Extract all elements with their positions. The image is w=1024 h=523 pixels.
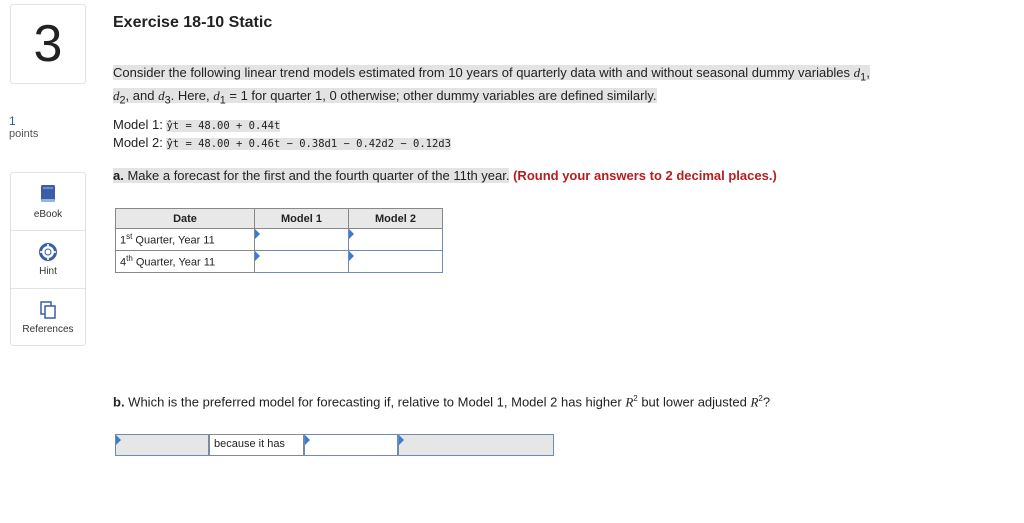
flag-icon bbox=[349, 229, 354, 239]
model-2-q1-input[interactable] bbox=[349, 229, 443, 251]
references-icon bbox=[40, 301, 56, 319]
date-rest: Quarter, Year 11 bbox=[132, 234, 215, 247]
intro-text: Consider the following linear trend models estimated from 10 years of quarterly data with and without seasonal dummy variables bbox=[113, 65, 854, 80]
ebook-label: eBook bbox=[33, 208, 63, 220]
model-2-equation: ŷt = 48.00 + 0.46t − 0.38d1 − 0.42d2 − 0.12d3 bbox=[166, 138, 451, 150]
ebook-button[interactable] bbox=[11, 173, 85, 231]
date-ordinal: 4 bbox=[120, 256, 127, 269]
model-1-label: Model 1: bbox=[113, 117, 167, 132]
date-cell bbox=[116, 229, 255, 251]
part-b-answer-row bbox=[115, 434, 554, 456]
lifebuoy-icon bbox=[39, 243, 57, 261]
r-squared-exponent: 2 bbox=[633, 394, 638, 403]
flag-icon bbox=[255, 251, 260, 261]
because-it-has-label: because it has bbox=[209, 434, 304, 456]
flag-icon bbox=[399, 435, 404, 445]
header-model-1: Model 1 bbox=[255, 209, 349, 229]
model-1 bbox=[113, 116, 280, 135]
definition-text: = 1 for quarter 1, 0 otherwise; other dummy variables are defined similarly. bbox=[225, 87, 657, 103]
here-text: . Here, bbox=[170, 87, 214, 103]
date-ordinal-suffix: st bbox=[126, 232, 133, 242]
part-a-text bbox=[113, 168, 509, 183]
part-a-question bbox=[113, 168, 777, 183]
question-number: 3 bbox=[33, 15, 63, 73]
points-value: 1 bbox=[9, 114, 16, 128]
table-header-row bbox=[116, 209, 443, 229]
flag-icon bbox=[255, 229, 260, 239]
hint-label: Hint bbox=[39, 265, 57, 277]
part-b-text-middle: but lower adjusted bbox=[637, 394, 751, 410]
hint-button[interactable] bbox=[11, 231, 85, 289]
model-2-q4-input[interactable] bbox=[349, 251, 443, 273]
adjusted-r-squared-exponent: 2 bbox=[758, 394, 763, 403]
forecast-table bbox=[115, 208, 443, 273]
dummy-d1-sub: 1 bbox=[860, 71, 867, 84]
intro-comma: , bbox=[866, 65, 870, 80]
book-icon bbox=[39, 184, 57, 204]
header-model-2: Model 2 bbox=[349, 209, 443, 229]
date-ordinal: 1 bbox=[120, 234, 127, 247]
points-label: points bbox=[9, 128, 39, 140]
references-button[interactable] bbox=[11, 289, 85, 347]
part-a-prefix: a. bbox=[113, 168, 124, 183]
part-b-text: Which is the preferred model for forecasting if, relative to Model 1, Model 2 has higher bbox=[124, 394, 626, 410]
r-squared-symbol: R bbox=[625, 394, 634, 410]
reason-dropdown-2[interactable] bbox=[398, 434, 554, 456]
model-2-label: Model 2: bbox=[113, 135, 167, 150]
part-b-question-mark: ? bbox=[762, 394, 771, 410]
exercise-title: Exercise 18-10 Static bbox=[113, 14, 273, 31]
table-row bbox=[116, 229, 443, 251]
table-row bbox=[116, 251, 443, 273]
flag-icon bbox=[305, 435, 310, 445]
question-number-box bbox=[10, 4, 86, 84]
dummy-d2-sub: 2 bbox=[119, 94, 126, 107]
dummy-d3-sub: 3 bbox=[164, 94, 171, 107]
references-label: References bbox=[22, 324, 74, 335]
model-1-equation: ŷt = 48.00 + 0.44t bbox=[166, 120, 281, 132]
problem-text-highlight bbox=[113, 65, 870, 107]
part-b-prefix: b. bbox=[113, 394, 125, 410]
model-2 bbox=[113, 134, 451, 153]
dummy-d1-def-sub: 1 bbox=[219, 94, 226, 107]
preferred-model-dropdown[interactable] bbox=[115, 434, 209, 456]
model-1-q4-input[interactable] bbox=[255, 251, 349, 273]
part-b-question bbox=[113, 394, 770, 410]
rounding-instruction: (Round your answers to 2 decimal places.) bbox=[509, 168, 777, 183]
date-rest: Quarter, Year 11 bbox=[132, 256, 216, 269]
flag-icon bbox=[349, 251, 354, 261]
dummy-d1: d bbox=[853, 65, 861, 80]
and-text: , and bbox=[125, 87, 159, 103]
date-ordinal-suffix: th bbox=[126, 254, 133, 264]
date-cell bbox=[116, 251, 255, 273]
dummy-d2: d bbox=[113, 87, 120, 103]
flag-icon bbox=[116, 435, 121, 445]
header-date: Date bbox=[116, 209, 255, 229]
problem-statement bbox=[113, 64, 993, 109]
dummy-d1-def: d bbox=[213, 87, 220, 103]
reason-dropdown-1[interactable] bbox=[304, 434, 398, 456]
adjusted-r-squared-symbol: R bbox=[750, 394, 759, 410]
part-a-body: Make a forecast for the first and the fourth quarter of the 11th year. bbox=[123, 168, 510, 183]
model-1-q1-input[interactable] bbox=[255, 229, 349, 251]
tools-panel bbox=[10, 172, 86, 346]
dummy-d3: d bbox=[158, 87, 165, 103]
